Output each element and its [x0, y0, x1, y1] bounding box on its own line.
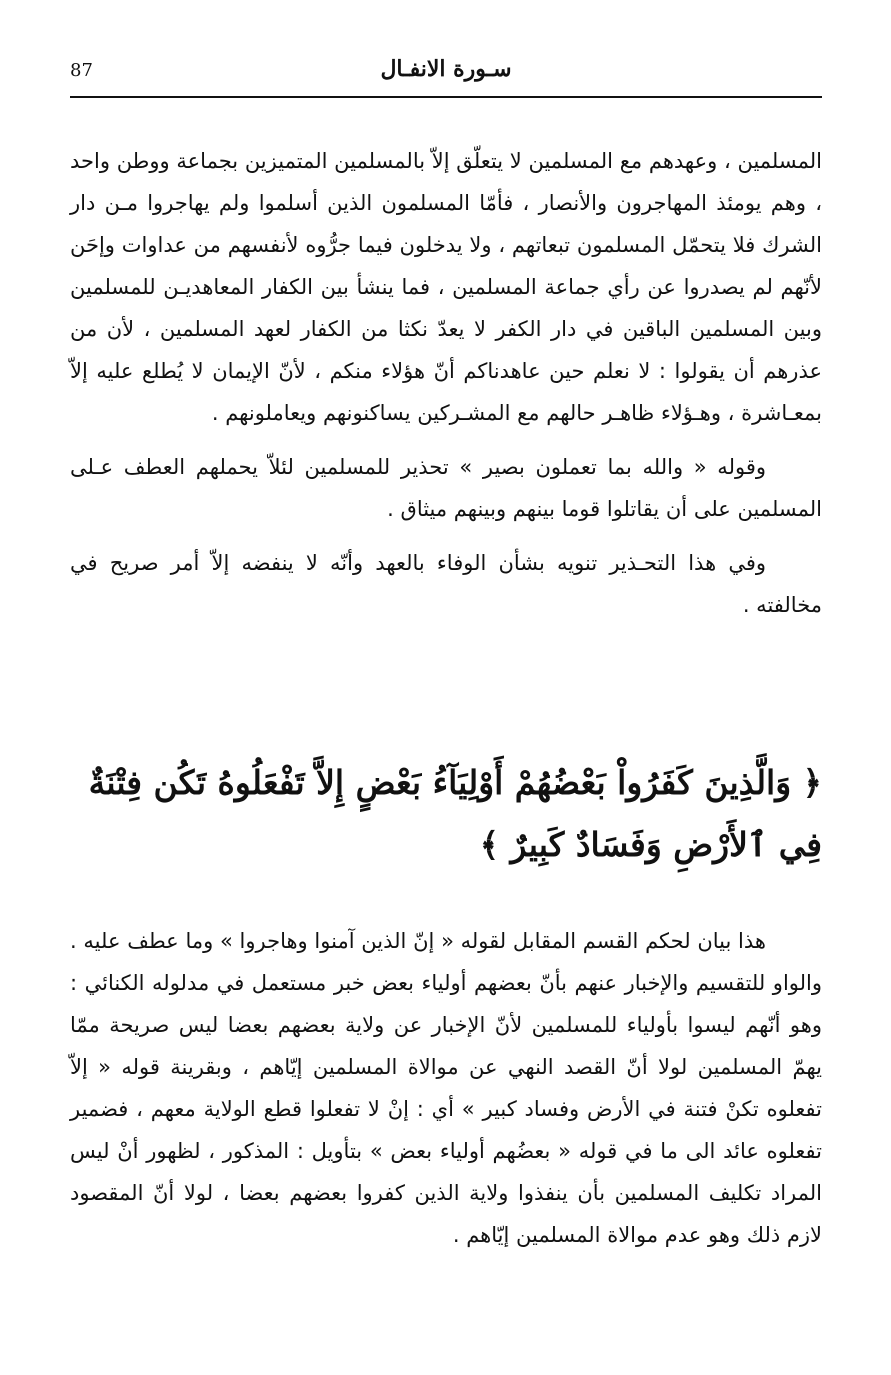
- commentary-block-1: [70, 140, 822, 638]
- paragraph: وقوله « والله بما تعملون بصير » تحذير للمسلمين لئلاّ يحملهم العطف عـلى المسلمين على أن يقاتلوا قوما بينهم وبينهم ميثاق .: [70, 455, 822, 521]
- page-header: [70, 52, 822, 98]
- quran-verse: ﴿ وَالَّذِينَ كَفَرُواْ بَعْضُهُمْ أَوْلِيَآءُ بَعْضٍ إِلاَّ تَفْعَلُوهُ تَكُن فِتْنَةٌ فِي ٱلأَرْضِ وَفَسَادٌ كَبِيرٌ ﴾: [88, 763, 822, 864]
- running-title: سـورة الانفـال: [380, 56, 512, 82]
- page-number: 87: [70, 60, 93, 81]
- paragraph: وفي هذا التحـذير تنويه بشأن الوفاء بالعهد وأنّه لا ينفضه إلاّ أمر صريح في مخالفته .: [70, 551, 822, 617]
- commentary-block-2: [70, 920, 822, 1268]
- paragraph: المسلمين ، وعهدهم مع المسلمين لا يتعلّق إلاّ بالمسلمين المتميزين بجماعة ووطن واحد ، وهم يومئذ المهاجرون والأنصار ، فأمّا المسلمون الذين أسلموا ولم يهاجروا مـن دار الشرك فلا يتحمّل المسلمون تبعاتهم ، ولا يدخلون فيما جرُّوه لأنفسهم من عداوات وإحَن لأنّهم لم يصدروا عن رأي جماعة المسلمين ، فما ينشأ بين الكفار المعاهديـن للمسلمين وبين المسلمين الباقين في دار الكفر لا يعدّ نكثا من الكفار لعهد المسلمين ، لأن من عذرهم أن يقولوا : لا نعلم حين عاهدناكم أنّ هؤلاء منكم ، لأنّ الإيمان لا يُطلع عليه إلاّ بمعـاشرة ، وهـؤلاء ظاهـر حالهم مع المشـركين يساكنونهم ويعاملونهم .: [70, 149, 822, 425]
- paragraph: هذا بيان لحكم القسم المقابل لقوله « إنّ الذين آمنوا وهاجروا » وما عطف عليه . والواو للتقسيم والإخبار عنهم بأنّ بعضهم أولياء بعض خبر مستعمل في مدلوله الكنائي : وهو أنّهم ليسوا بأولياء للمسلمين لأنّ الإخبار عن ولاية بعضهم بعضا ليس صريحة ممّا يهمّ المسلمين لولا أنّ القصد النهي عن موالاة المسلمين إيّاهم ، وبقرينة قوله « إلاّ تفعلوه تكنْ فتنة في الأرض وفساد كبير » أي : إنْ لا تفعلوا قطع الولاية معهم ، فضمير تفعلوه عائد الى ما في قوله « بعضُهم أولياء بعض » بتأويل : المذكور ، لظهور أنْ ليس المراد تكليف المسلمين بأن ينفذوا ولاية الذين كفروا بعضهم بعضا ، لولا أنّ المقصود لازم ذلك وهو عدم موالاة المسلمين إيّاهم .: [70, 929, 822, 1247]
